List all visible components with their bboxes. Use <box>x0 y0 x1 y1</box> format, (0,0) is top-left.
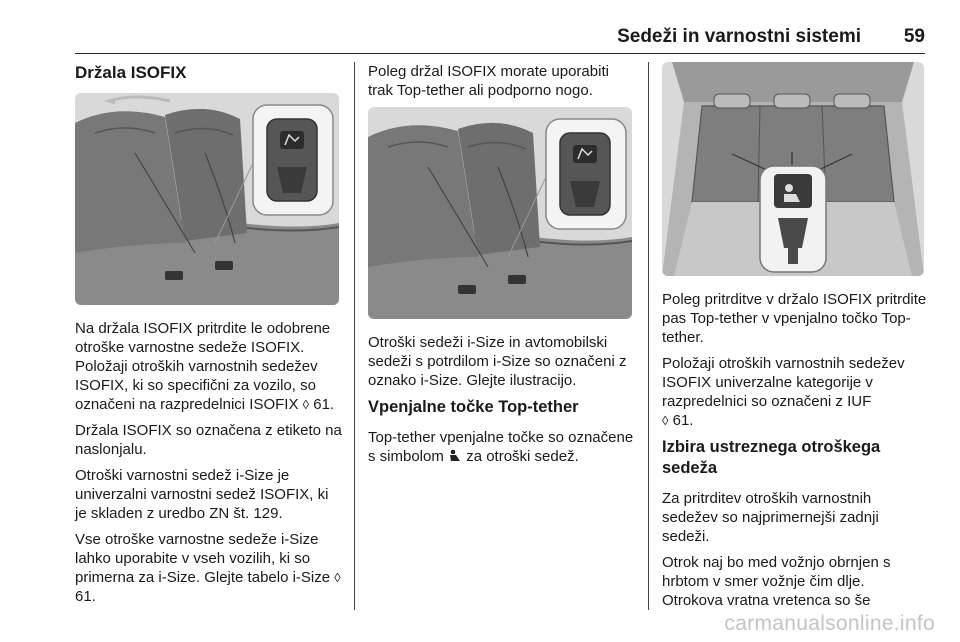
page-reference-icon: ◊ <box>302 397 310 412</box>
column-3 <box>662 62 928 617</box>
column-2 <box>368 62 636 473</box>
paragraph: Položaji otroških varnostnih sedežev ISOFIX univerzalne kategorije v razpredelnici so označeni z IUF ◊ 61. <box>662 355 905 429</box>
page-number: 59 <box>903 26 925 47</box>
paragraph: Držala ISOFIX so označena z etiketo na naslonjalu. <box>75 422 342 458</box>
page-title: Sedeži in varnostni sistemi <box>617 26 861 47</box>
isize-seat-figure <box>368 107 632 319</box>
page-header <box>75 26 925 54</box>
paragraph: Poleg pritrditve v držalo ISOFIX pritrdite pas Top-tether v vpenjalno točko Top-tether. <box>662 291 927 346</box>
column-1 <box>75 62 343 613</box>
paragraph: Vse otroške varnostne sedeže i-Size lahko uporabite v vseh vozilih, ki so primerna za i-Size. Glejte tabelo i-Size ◊ 61. <box>75 531 341 605</box>
paragraph: Otroški sedeži i-Size in avtomobilski sedeži s potrdilom i-Size so označeni z oznako i-Size. Glejte ilustracijo. <box>368 334 627 389</box>
paragraph: Na držala ISOFIX pritrdite le odobrene otroške varnostne sedeže ISOFIX. Položaji otroških varnostnih sedežev ISOFIX, ki so specifični za vozilo, so označeni na razpredelnici ISOFIX ◊ 61. <box>75 320 335 413</box>
paragraph: Otrok naj bo med vožnjo obrnjen s hrbtom v smer vožnje čim dlje. Otrokova vratna vretenca so še <box>662 554 891 609</box>
watermark-text: carmanualsonline.info <box>724 612 935 635</box>
paragraph: Poleg držal ISOFIX morate uporabiti trak Top-tether ali podporno nogo. <box>368 63 609 99</box>
column-divider <box>354 62 355 610</box>
page-reference-icon: ◊ <box>662 413 669 428</box>
paragraph: Top-tether vpenjalne točke so označene s simbolom za otroški sedež. <box>368 429 634 465</box>
trunk-top-tether-figure <box>662 62 924 276</box>
page-reference-icon: ◊ <box>334 570 341 585</box>
child-seat-symbol-icon <box>448 449 462 462</box>
paragraph: Otroški varnostni sedež i-Size je univerzalni varnostni sedež ISOFIX, ki je skladen z uredbo ZN št. 129. <box>75 467 329 522</box>
isofix-seat-figure <box>75 93 339 305</box>
subheading-top-tether: Vpenjalne točke Top-tether <box>368 398 579 416</box>
section-heading-isofix: Držala ISOFIX <box>75 63 187 82</box>
column-divider <box>648 62 649 610</box>
subheading-child-seat-choice: Izbira ustreznega otroškega sedeža <box>662 438 881 477</box>
paragraph: Za pritrditev otroških varnostnih sedežev so najprimernejši zadnji sedeži. <box>662 490 879 545</box>
